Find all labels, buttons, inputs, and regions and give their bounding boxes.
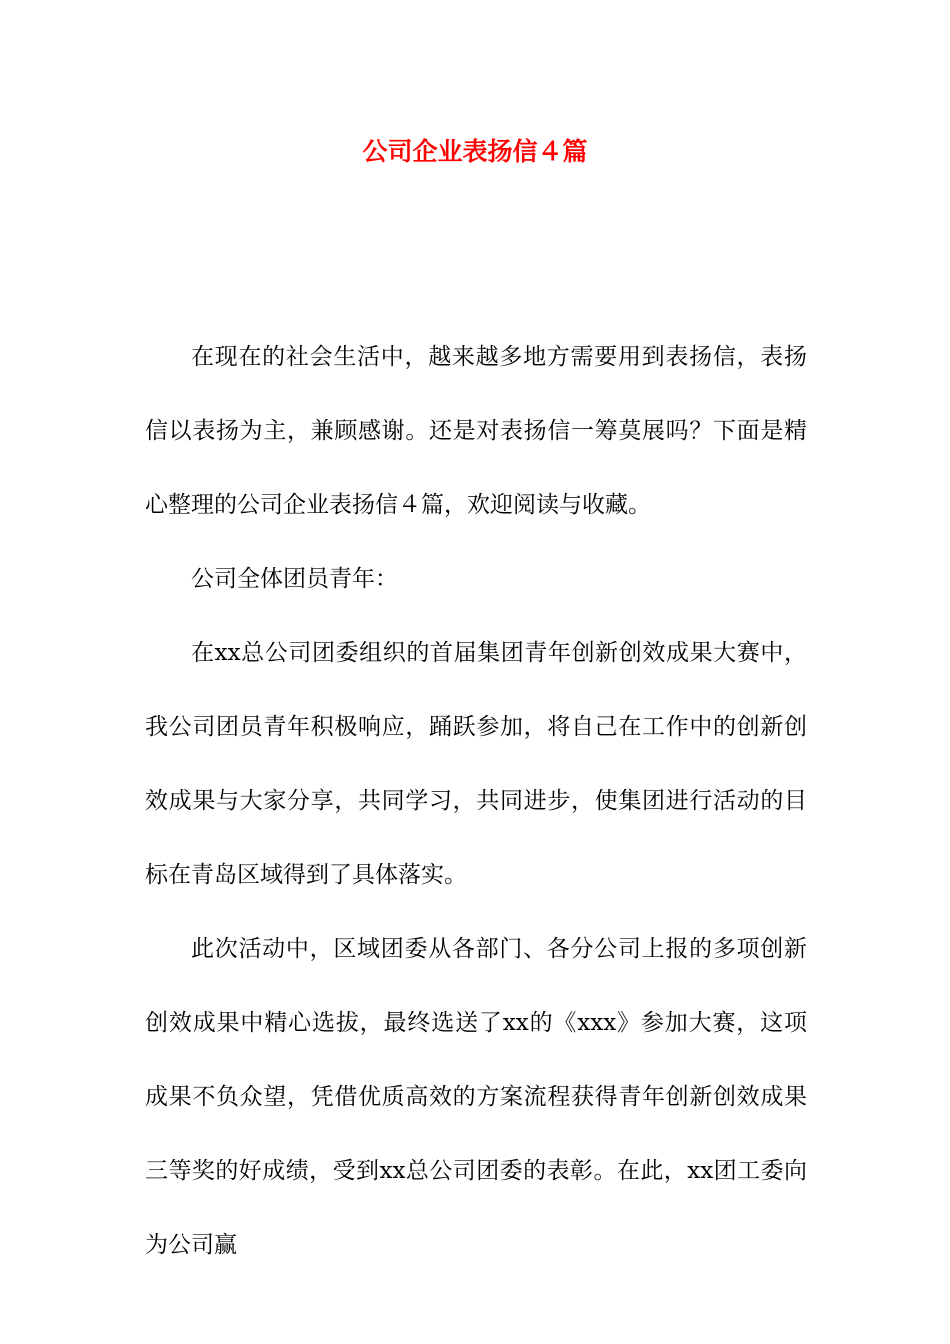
paragraph-salutation: 公司全体团员青年： — [191, 566, 398, 592]
document-title: 公司企业表扬信４篇 — [362, 137, 588, 166]
document-body — [145, 320, 807, 1282]
paragraph-intro: 在现在的社会生活中，越来越多地方需要用到表扬信，表扬信以表扬为主，兼顾感谢。还是对表扬信一筹莫展吗？下面是精心整理的公司企业表扬信４篇，欢迎阅读与收藏。 — [145, 344, 807, 518]
paragraph-award: 此次活动中，区域团委从各部门、各分公司上报的多项创新创效成果中精心选拔，最终选送了xx的《xxx》参加大赛，这项成果不负众望，凭借优质高效的方案流程获得青年创新创效成果三等奖的好成绩，受到xx总公司团委的表彰。在此，xx团工委向为公司赢 — [145, 936, 807, 1258]
paragraph-contest: 在xx总公司团委组织的首届集团青年创新创效成果大赛中，我公司团员青年积极响应，踊跃参加，将自己在工作中的创新创效成果与大家分享，共同学习，共同进步，使集团进行活动的目标在青岛区域得到了具体落实。 — [145, 640, 807, 888]
